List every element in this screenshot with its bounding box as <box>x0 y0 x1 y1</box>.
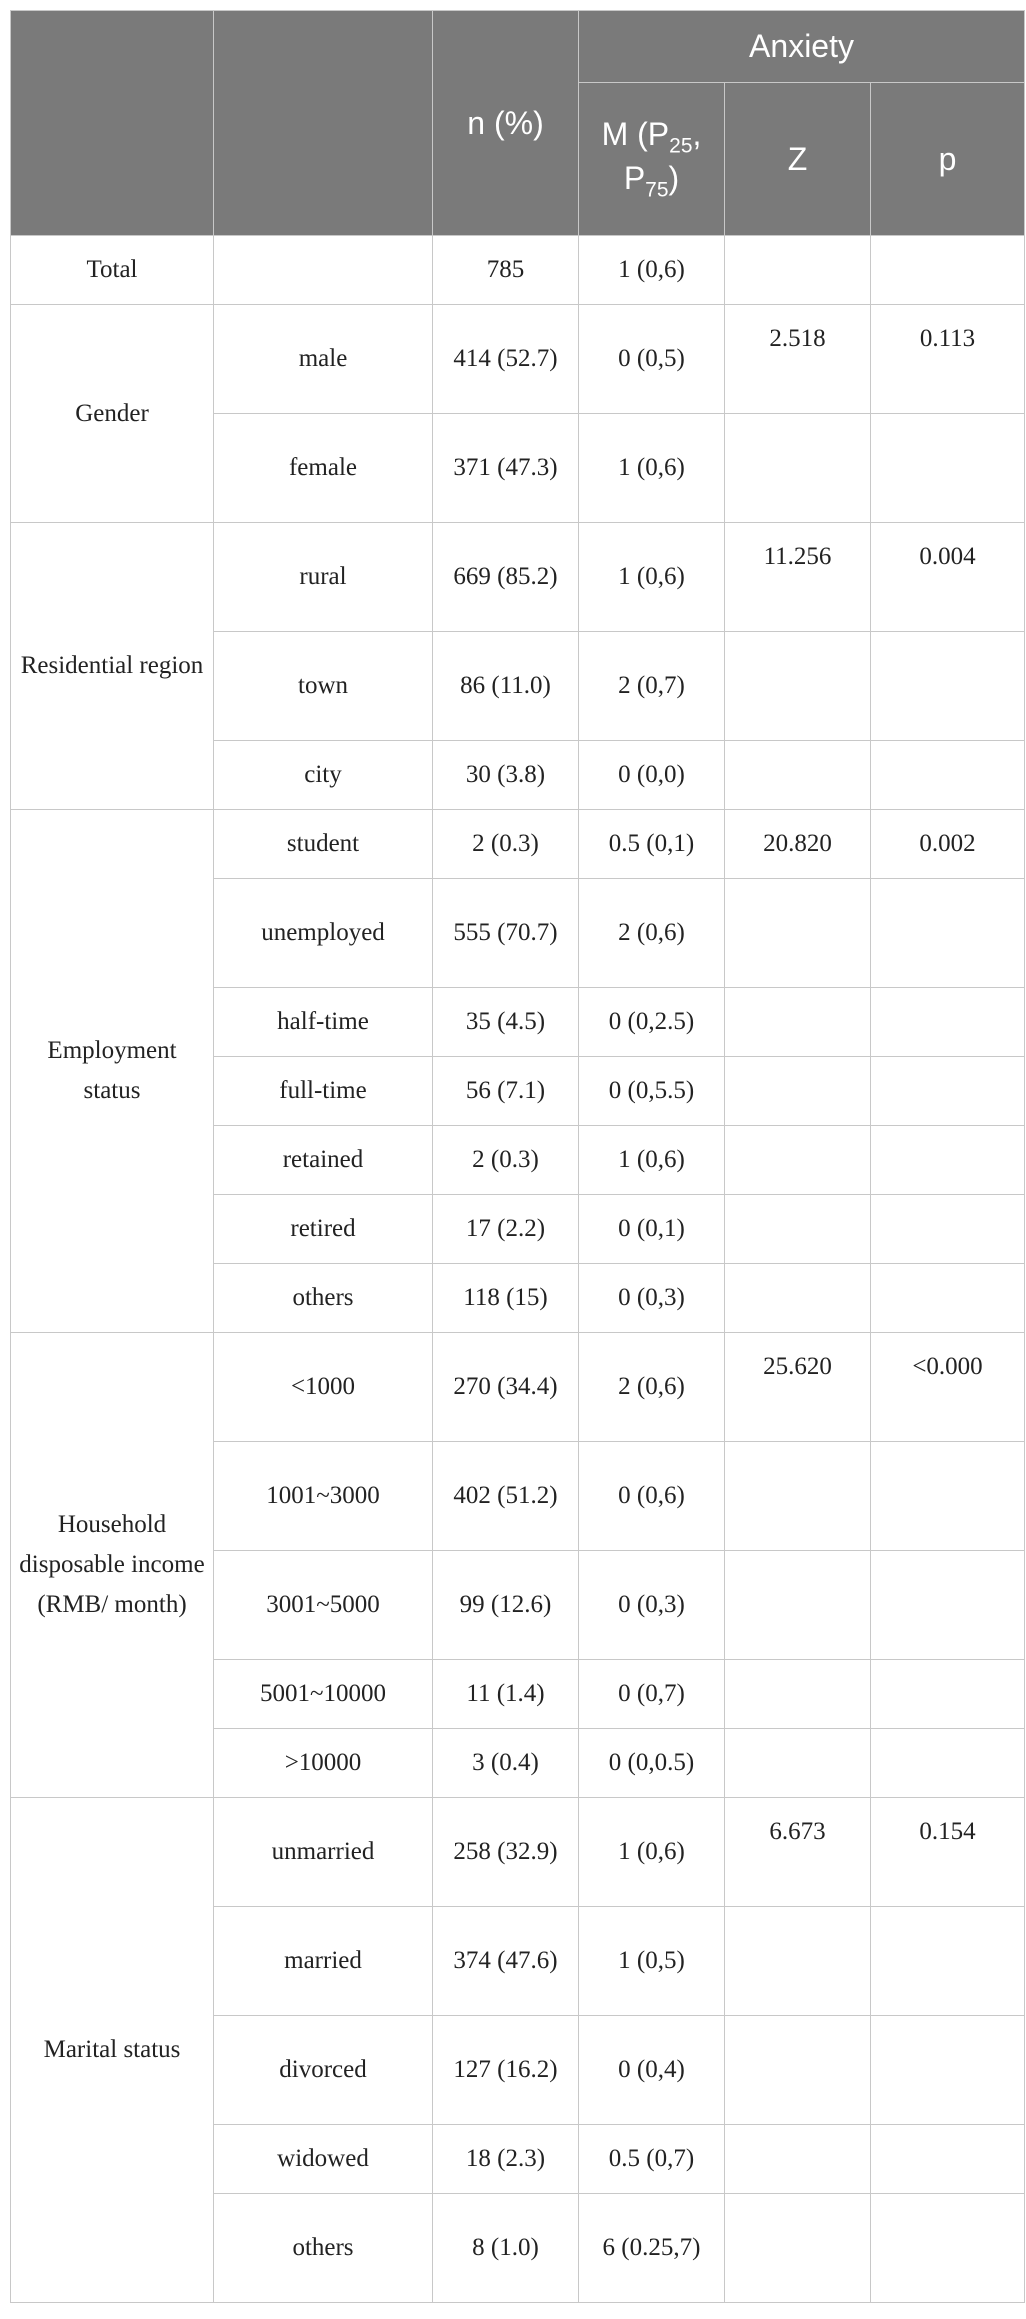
table-body <box>11 236 1025 2303</box>
cell-z: 20.820 <box>725 810 871 879</box>
row-label: retired <box>214 1195 433 1264</box>
cell-n: 86 (11.0) <box>433 632 579 741</box>
group-label-gender: Gender <box>11 305 214 523</box>
row-label: >10000 <box>214 1729 433 1798</box>
header-blank-1 <box>11 11 214 236</box>
cell-median: 0 (0,4) <box>579 2016 725 2125</box>
cell-z <box>725 1660 871 1729</box>
cell-median: 0 (0,0.5) <box>579 1729 725 1798</box>
cell-p <box>871 1442 1025 1551</box>
cell-median: 1 (0,6) <box>579 1126 725 1195</box>
cell-n: 402 (51.2) <box>433 1442 579 1551</box>
cell-z <box>725 414 871 523</box>
cell-z <box>725 988 871 1057</box>
row-label: rural <box>214 523 433 632</box>
header-z: Z <box>725 83 871 236</box>
group-label-employment: Employment status <box>11 810 214 1333</box>
table-row <box>11 305 1025 414</box>
cell-n: 555 (70.7) <box>433 879 579 988</box>
table-header <box>11 11 1025 236</box>
cell-p: <0.000 <box>871 1333 1025 1442</box>
cell-median: 6 (0.25,7) <box>579 2194 725 2303</box>
cell-p <box>871 1126 1025 1195</box>
cell-median: 0 (0,0) <box>579 741 725 810</box>
cell-n: 30 (3.8) <box>433 741 579 810</box>
cell-n: 270 (34.4) <box>433 1333 579 1442</box>
row-label: others <box>214 1264 433 1333</box>
cell-z <box>725 1551 871 1660</box>
row-label: married <box>214 1907 433 2016</box>
cell-median: 0 (0,3) <box>579 1264 725 1333</box>
cell-p <box>871 1729 1025 1798</box>
cell-median: 1 (0,6) <box>579 236 725 305</box>
group-label-income: Household disposable income (RMB/ month) <box>11 1333 214 1798</box>
cell-z <box>725 1195 871 1264</box>
cell-z <box>725 741 871 810</box>
cell-median: 0 (0,6) <box>579 1442 725 1551</box>
cell-p: 0.002 <box>871 810 1025 879</box>
cell-p <box>871 2194 1025 2303</box>
cell-z: 2.518 <box>725 305 871 414</box>
cell-median: 1 (0,6) <box>579 523 725 632</box>
cell-z <box>725 1264 871 1333</box>
header-blank-2 <box>214 11 433 236</box>
table-row <box>11 1333 1025 1442</box>
cell-n: 258 (32.9) <box>433 1798 579 1907</box>
row-label: town <box>214 632 433 741</box>
cell-median: 0 (0,3) <box>579 1551 725 1660</box>
row-label: female <box>214 414 433 523</box>
header-anxiety: Anxiety <box>579 11 1025 83</box>
table-container <box>10 10 1025 2303</box>
cell-z <box>725 632 871 741</box>
cell-z <box>725 1126 871 1195</box>
cell-z <box>725 1729 871 1798</box>
group-label-region: Residential region <box>11 523 214 810</box>
cell-median: 0 (0,5) <box>579 305 725 414</box>
cell-median: 0.5 (0,1) <box>579 810 725 879</box>
row-label: unmarried <box>214 1798 433 1907</box>
cell-z <box>725 879 871 988</box>
cell-median: 1 (0,5) <box>579 1907 725 2016</box>
cell-empty <box>214 236 433 305</box>
row-label: retained <box>214 1126 433 1195</box>
cell-median: 2 (0,6) <box>579 1333 725 1442</box>
cell-median: 0 (0,5.5) <box>579 1057 725 1126</box>
cell-n: 11 (1.4) <box>433 1660 579 1729</box>
cell-n: 99 (12.6) <box>433 1551 579 1660</box>
cell-p <box>871 2125 1025 2194</box>
cell-median: 1 (0,6) <box>579 1798 725 1907</box>
row-label: widowed <box>214 2125 433 2194</box>
row-label: city <box>214 741 433 810</box>
cell-n: 2 (0.3) <box>433 1126 579 1195</box>
cell-p: 0.113 <box>871 305 1025 414</box>
cell-median: 1 (0,6) <box>579 414 725 523</box>
table-row <box>11 1798 1025 1907</box>
cell-n: 374 (47.6) <box>433 1907 579 2016</box>
cell-z: 6.673 <box>725 1798 871 1907</box>
row-label: divorced <box>214 2016 433 2125</box>
cell-n: 371 (47.3) <box>433 414 579 523</box>
row-label: unemployed <box>214 879 433 988</box>
table-row <box>11 523 1025 632</box>
row-label: 3001~5000 <box>214 1551 433 1660</box>
anxiety-table <box>10 10 1025 2303</box>
cell-z <box>725 1907 871 2016</box>
cell-p <box>871 1551 1025 1660</box>
table-row <box>11 810 1025 879</box>
cell-n: 785 <box>433 236 579 305</box>
row-label: others <box>214 2194 433 2303</box>
cell-n: 17 (2.2) <box>433 1195 579 1264</box>
cell-p <box>871 1660 1025 1729</box>
cell-z <box>725 236 871 305</box>
cell-z <box>725 2194 871 2303</box>
cell-median: 0 (0,2.5) <box>579 988 725 1057</box>
cell-median: 2 (0,7) <box>579 632 725 741</box>
cell-z <box>725 2016 871 2125</box>
table-row-total <box>11 236 1025 305</box>
header-n-percent: n (%) <box>433 11 579 236</box>
cell-p <box>871 741 1025 810</box>
cell-p <box>871 414 1025 523</box>
cell-z: 25.620 <box>725 1333 871 1442</box>
cell-n: 118 (15) <box>433 1264 579 1333</box>
cell-p: 0.154 <box>871 1798 1025 1907</box>
cell-n: 35 (4.5) <box>433 988 579 1057</box>
group-label-marital: Marital status <box>11 1798 214 2303</box>
row-label: 5001~10000 <box>214 1660 433 1729</box>
row-label: <1000 <box>214 1333 433 1442</box>
cell-p <box>871 2016 1025 2125</box>
cell-z: 11.256 <box>725 523 871 632</box>
cell-z <box>725 1442 871 1551</box>
cell-median: 0 (0,1) <box>579 1195 725 1264</box>
header-p: p <box>871 83 1025 236</box>
cell-p <box>871 1264 1025 1333</box>
cell-p <box>871 1907 1025 2016</box>
cell-n: 18 (2.3) <box>433 2125 579 2194</box>
cell-p <box>871 632 1025 741</box>
header-median-iqr: M ($P_{25}$, $P_{75}$) <box>579 83 725 236</box>
cell-n: 56 (7.1) <box>433 1057 579 1126</box>
cell-p <box>871 1057 1025 1126</box>
row-label: Total <box>11 236 214 305</box>
cell-p <box>871 1195 1025 1264</box>
row-label: male <box>214 305 433 414</box>
cell-n: 3 (0.4) <box>433 1729 579 1798</box>
cell-p: 0.004 <box>871 523 1025 632</box>
cell-n: 669 (85.2) <box>433 523 579 632</box>
cell-p <box>871 236 1025 305</box>
cell-z <box>725 2125 871 2194</box>
cell-median: 0.5 (0,7) <box>579 2125 725 2194</box>
cell-n: 8 (1.0) <box>433 2194 579 2303</box>
row-label: 1001~3000 <box>214 1442 433 1551</box>
row-label: half-time <box>214 988 433 1057</box>
cell-p <box>871 879 1025 988</box>
cell-p <box>871 988 1025 1057</box>
cell-n: 2 (0.3) <box>433 810 579 879</box>
cell-median: 2 (0,6) <box>579 879 725 988</box>
cell-n: 127 (16.2) <box>433 2016 579 2125</box>
cell-z <box>725 1057 871 1126</box>
row-label: student <box>214 810 433 879</box>
cell-n: 414 (52.7) <box>433 305 579 414</box>
row-label: full-time <box>214 1057 433 1126</box>
cell-median: 0 (0,7) <box>579 1660 725 1729</box>
